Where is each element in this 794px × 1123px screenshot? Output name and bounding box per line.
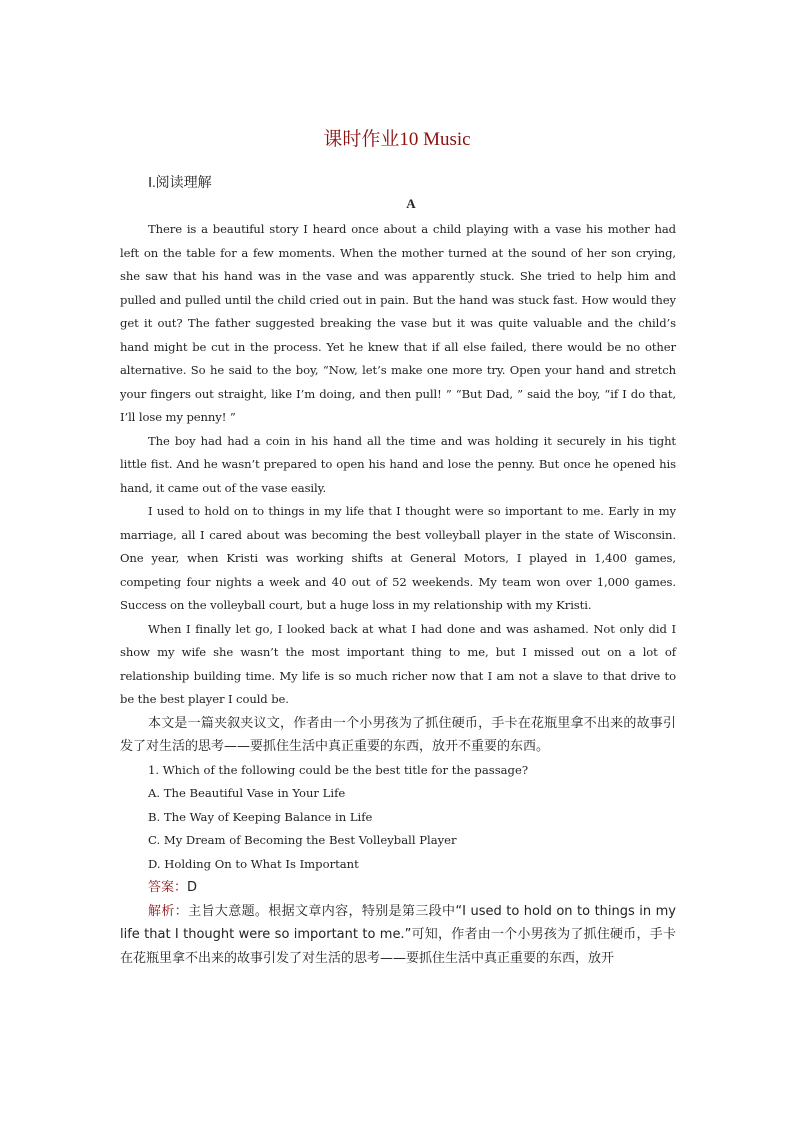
paragraph-1: There is a beautiful story I heard once about a child playing with a vase his mother had left on the table for a few moments. When the mother turned at the sound of her son crying, she saw that his hand was in the vase and was apparently stuck. She tried to help him and pulled and pulled until the child cried out in pain. But the hand was stuck fast. How would they get it out? The father suggested breaking the vase but it was quite valuable and the child’s hand might be cut in the process. Yet he knew that if all else failed, there would be no other alternative. So he said to the boy, “Now, let’s make one more try. Open your hand and stretch your fingers out straight, like I’m doing, and then pull! ” “But Dad, ” said the boy, “if I do that, I’ll lose my penny! ”	[120, 222, 676, 424]
page-title: 课时作业10 Music	[323, 129, 471, 150]
option-a: A. The Beautiful Vase in Your Life	[148, 786, 346, 800]
option-c: C. My Dream of Becoming the Best Volleyball Player	[148, 833, 457, 847]
section-heading: Ⅰ.阅读理解	[148, 176, 212, 191]
passage-label: A	[406, 196, 416, 211]
answer-label: 答案：	[148, 880, 188, 895]
answer-line	[120, 876, 676, 900]
question-1: 1. Which of the following could be the best title for the passage?	[148, 762, 529, 777]
paragraph-3: I used to hold on to things in my life that I thought were so important to me. Early in my marriage, all I cared about was becoming the best volleyball player in the state of Wisconsin. One year, when Kristi was working shifts at General Motors, I played in 1,400 games, competing four nights a week and 40 out of 52 weekends. My team won over 1,000 games. Success on the volleyball court, but a huge loss in my relationship with my Kristi.	[120, 504, 676, 612]
answer-value: D	[187, 880, 198, 895]
paragraph-2: The boy had had a coin in his hand all the time and was holding it securely in his tight little fist. And he wasn’t prepared to open his hand and lose the penny. But once he opened his hand, it came out of the vase easily.	[120, 433, 676, 495]
passage-body	[120, 218, 676, 970]
option-d: D. Holding On to What Is Important	[148, 856, 359, 871]
analysis	[120, 900, 676, 971]
option-b: B. The Way of Keeping Balance in Life	[148, 809, 373, 824]
analysis-label: 解析：	[148, 903, 189, 919]
passage-summary: 本文是一篇夹叙夹议文，作者由一个小男孩为了抓住硬币，手卡在花瓶里拿不出来的故事引发了对生活的思考——要抓住生活中真正重要的东西，放开不重要的东西。	[120, 715, 676, 754]
analysis-text: 主旨大意题。根据文章内容，特别是第三段中“I used to hold on to things in my life that I thought were so important to me.”可知，作者由一个小男孩为了抓住硬币，手卡在花瓶里拿不出来的故事引发了对生活的思考——要抓住生活中真正重要的东西，放开	[120, 903, 676, 966]
paragraph-4: When I finally let go, I looked back at what I had done and was ashamed. Not only did I show my wife she wasn’t the most important thing to me, but I missed out on a lot of relationship building time. My life is so much richer now that I am not a slave to that drive to be the best player I could be.	[120, 621, 676, 706]
